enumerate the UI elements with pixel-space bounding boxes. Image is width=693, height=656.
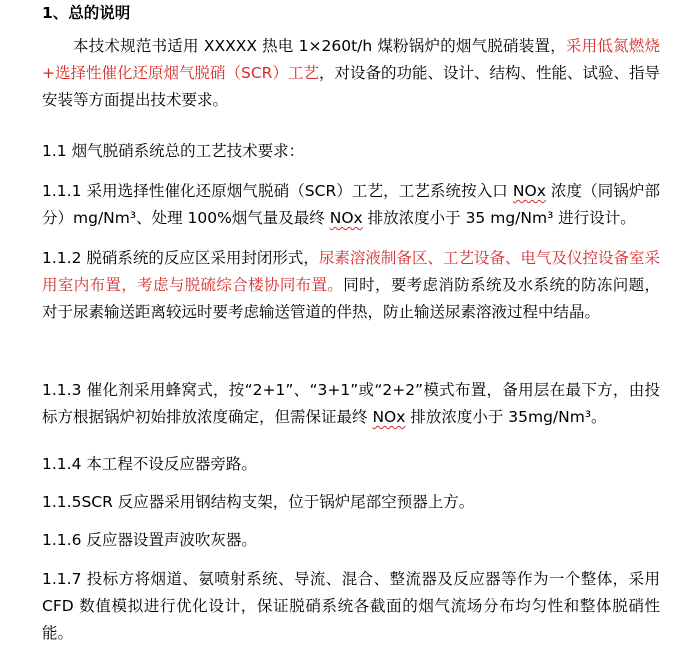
item-1-1-2-text-b: 同时，要考虑消防系统及水系统的防冻问题，对于尿素输送距离较远时要考虑输送管道的伴热，防止输送尿素溶液过程中结晶。 [42, 276, 660, 321]
item-1-1-2-text-a: 1.1.2 脱硝系统的反应区采用封闭形式， [42, 249, 319, 267]
intro-text-b: ，对设备的功能、设计、结构、性能、试验、指导安装等方面提出技术要求。 [42, 64, 660, 109]
section-heading: 1、总的说明 [42, 4, 131, 22]
item-1-1-1-text-c: 排放浓度小于 35 mg/Nm³ 进行设计。 [362, 209, 636, 227]
item-1-1-1-text-a: 1.1.1 采用选择性催化还原烟气脱硝（SCR）工艺，工艺系统按入口 [42, 182, 513, 200]
item-1-1-2 [42, 245, 660, 326]
intro-highlight: 采用低氮燃烧+选择性催化还原烟气脱硝（SCR）工艺 [42, 37, 660, 82]
item-1-1-3-text-b: 排放浓度小于 35mg/Nm³。 [405, 408, 607, 426]
item-1-1-3 [42, 377, 660, 431]
item-1-1-6: 1.1.6 反应器设置声波吹灰器。 [42, 531, 257, 549]
nox-term: NOx [372, 408, 406, 426]
item-1-1-4: 1.1.4 本工程不设反应器旁路。 [42, 455, 257, 473]
item-1-1-1 [42, 178, 660, 232]
item-1-1-2-highlight: 尿素溶液制备区、工艺设备、电气及仪控设备室采用室内布置，考虑与脱硫综合楼协同布置。 [42, 249, 660, 294]
nox-term: NOx [329, 209, 363, 227]
item-1-1-3-text-a: 1.1.3 催化剂采用蜂窝式，按“2+1”、“3+1”或“2+2”模式布置，备用层在最下方，由投标方根据锅炉初始排放浓度确定，但需保证最终 [42, 381, 660, 426]
intro-text-a: 本技术规范书适用 XXXXX 热电 1×260t/h 煤粉锅炉的烟气脱硝装置， [73, 37, 566, 55]
item-1-1-7: 1.1.7 投标方将烟道、氨喷射系统、导流、混合、整流器及反应器等作为一个整体，采用 CFD 数值模拟进行优化设计，保证脱硝系统各截面的烟气流场分布均匀性和整体脱硝性能。 [42, 570, 660, 642]
nox-term: NOx [512, 182, 546, 200]
intro-paragraph [42, 33, 660, 114]
item-1-1-1-text-b: 浓度（同锅炉部分）mg/Nm³、处理 100%烟气量及最终 [42, 182, 660, 227]
item-1-1-5: 1.1.5SCR 反应器采用钢结构支架，位于锅炉尾部空预器上方。 [42, 493, 475, 511]
subsection-1-1: 1.1 烟气脱硝系统总的工艺技术要求： [42, 142, 305, 160]
